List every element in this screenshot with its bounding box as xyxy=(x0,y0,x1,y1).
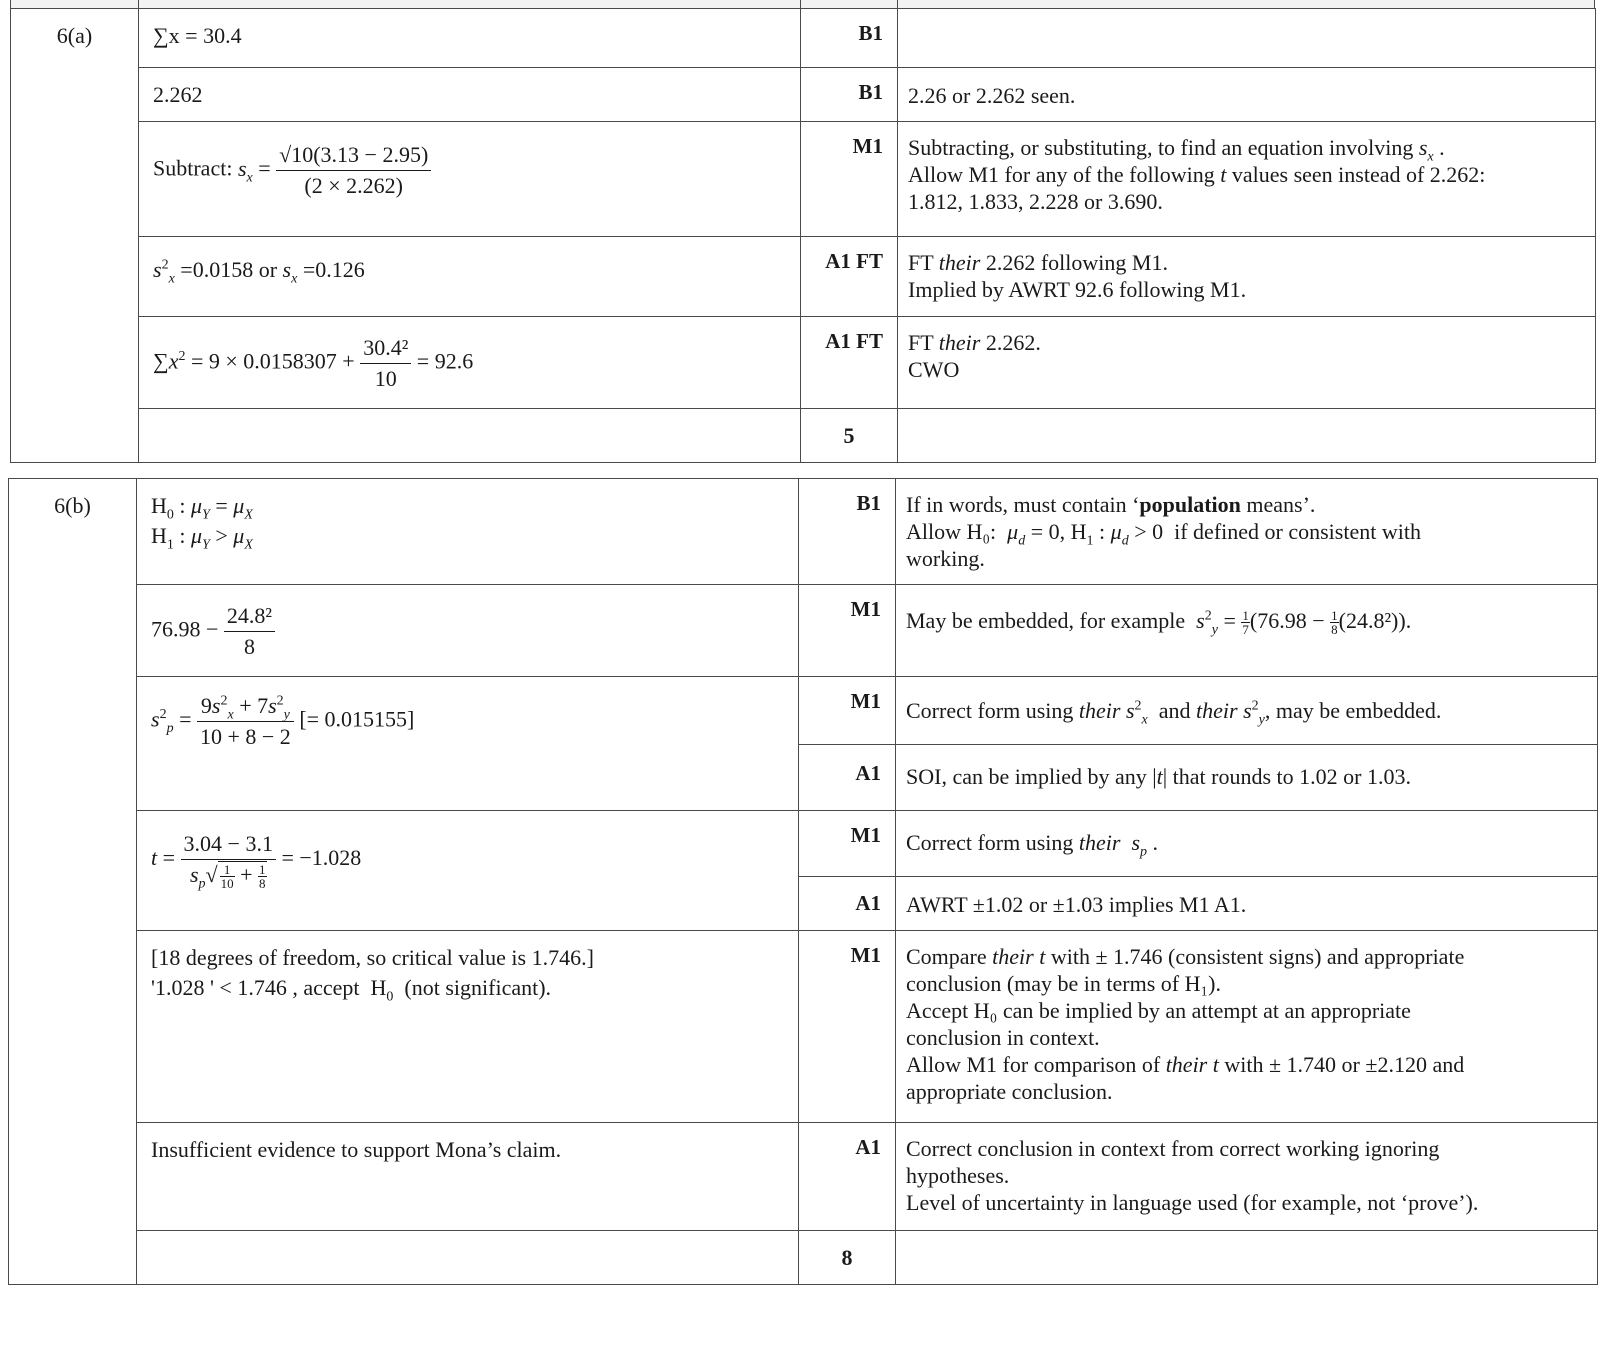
mark-cell: A1 xyxy=(799,877,896,931)
mark-cell: A1 xyxy=(799,745,896,811)
guidance-cell: FT their 2.262. CWO xyxy=(898,317,1596,409)
guidance-cell: Correct conclusion in context from correct working ignoring hypotheses. Level of uncertainty in language used (for example, not ‘prove’). xyxy=(896,1123,1598,1231)
previous-row-strip xyxy=(10,0,1595,8)
guidance-cell xyxy=(896,1231,1598,1285)
guidance-cell: Compare their t with ± 1.746 (consistent signs) and appropriate conclusion (may be in terms of H₁). Accept H₀ can be implied by an attempt at an appropriate conclusion in context. Allow M1 for comparison of their t with ± 1.740 or ±2.120 and appropriate conclusion. xyxy=(896,931,1598,1123)
fraction: $\frac{√10(3.13 - 2.95)}{(2 \times 2.262)}$ xyxy=(276,140,431,201)
mark-cell: M1 xyxy=(799,931,896,1123)
answer-cell: $s^2_x =0.0158$ or $s_x =0.126$ xyxy=(139,237,801,317)
total-marks: 5 xyxy=(801,409,898,463)
guidance-cell xyxy=(898,409,1596,463)
mark-cell: M1 xyxy=(801,122,898,237)
guidance-cell: If in words, must contain ‘population means’. Allow H₀: $\mu_d = 0$, $H_1$ : $\mu_d > 0$ if defined or consistent with working. xyxy=(896,479,1598,585)
guidance-cell: 2.26 or 2.262 seen. xyxy=(898,68,1596,122)
mark-cell: M1 xyxy=(799,585,896,677)
answer-cell: 2.262 xyxy=(139,68,801,122)
fraction: $\frac{9s^2_x + 7s^2_y}{10 + 8 - 2}$ xyxy=(197,691,294,752)
guidance-cell: Correct form using their $s^2_x$ and their $s^2_y$, may be embedded. xyxy=(896,677,1598,745)
guidance-cell: FT their 2.262 following M1. Implied by AWRT 92.6 following M1. xyxy=(898,237,1596,317)
guidance-cell: AWRT ±1.02 or ±1.03 implies M1 A1. xyxy=(896,877,1598,931)
fraction: $\frac{\text{30.4²}}{10}$ xyxy=(360,333,411,394)
answer-cell: [18 degrees of freedom, so critical value is 1.746.] '1.028 ' < 1.746 , accept $H_0$ (not significant). xyxy=(137,931,799,1123)
answer-cell: 76.98 − $\frac{\text{24.8²}}{8}$ xyxy=(137,585,799,677)
question-number: 6(a) xyxy=(11,9,139,463)
mark-scheme-table-6b xyxy=(8,478,1598,1285)
mark-cell: A1 FT xyxy=(801,237,898,317)
mark-cell: B1 xyxy=(801,68,898,122)
answer-cell: $s^2_p$ = $\frac{9s^2_x + 7s^2_y}{10 + 8 - 2}$ [= 0.015155] xyxy=(137,677,799,811)
answer-cell xyxy=(139,409,801,463)
fraction: $\frac{\text{24.8²}}{8}$ xyxy=(224,601,275,662)
mark-cell: M1 xyxy=(799,811,896,877)
mark-cell: A1 xyxy=(799,1123,896,1231)
answer-cell: Insufficient evidence to support Mona’s claim. xyxy=(137,1123,799,1231)
fraction: 3.04 − 3.1 $s_p√$ $\frac{1}{10}$ + $\frac{1}{8}$ xyxy=(181,829,276,890)
answer-cell: $H_0$ : $\mu_Y = \mu_X$ $H_1$ : $\mu_Y > \mu_X$ xyxy=(137,479,799,585)
total-marks: 8 xyxy=(799,1231,896,1285)
mark-cell: A1 FT xyxy=(801,317,898,409)
guidance-cell: SOI, can be implied by any |t| that rounds to 1.02 or 1.03. xyxy=(896,745,1598,811)
mark-cell: B1 xyxy=(801,9,898,68)
answer-cell: Subtract: $s_x$ = $\frac{√10(3.13 - 2.95)}{(2 \times 2.262)}$ xyxy=(139,122,801,237)
guidance-cell xyxy=(898,9,1596,68)
guidance-cell: May be embedded, for example $s^2_y$ = $\frac{1}{7}$ (76.98 − $\frac{1}{8}$ (24.8²)). xyxy=(896,585,1598,677)
answer-cell xyxy=(137,1231,799,1285)
guidance-cell: Subtracting, or substituting, to find an equation involving $s_x$ . Allow M1 for any of the following t values seen instead of 2.262: 1.812, 1.833, 2.228 or 3.690. xyxy=(898,122,1596,237)
guidance-cell: Correct form using their $s_p$ . xyxy=(896,811,1598,877)
mark-cell: M1 xyxy=(799,677,896,745)
answer-cell: ∑x = 30.4 xyxy=(139,9,801,68)
mark-scheme-table-6a xyxy=(10,8,1596,463)
answer-cell: $\sum x^2 = 9 \times 0.0158307$ + $\frac{\text{30.4²}}{10}$ = 92.6 xyxy=(139,317,801,409)
mark-cell: B1 xyxy=(799,479,896,585)
question-number: 6(b) xyxy=(9,479,137,1285)
answer-cell: t = 3.04 − 3.1 $s_p√$ $\frac{1}{10}$ + $\frac{1}{8}$ = −1.028 xyxy=(137,811,799,931)
